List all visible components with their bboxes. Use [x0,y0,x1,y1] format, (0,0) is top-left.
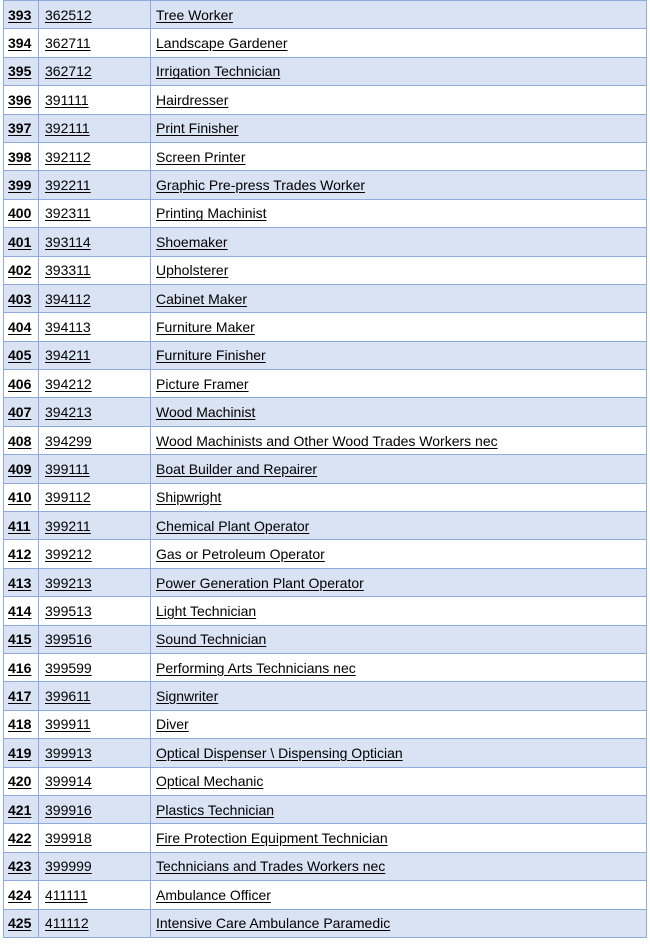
row-number-cell [4,29,39,57]
occupation-table [3,0,647,938]
table-row [4,341,647,369]
table-row [4,710,647,738]
occupation-title-cell [151,284,647,312]
row-number-link[interactable]: 399 [8,177,32,194]
row-number-link[interactable]: 410 [8,489,32,506]
row-number-link[interactable]: 400 [8,205,32,222]
row-number-cell [4,199,39,227]
occupation-title-link[interactable]: Power Generation Plant Operator [156,574,364,591]
row-number-cell [4,455,39,483]
row-number-cell [4,256,39,284]
row-number-link[interactable]: 397 [8,120,32,137]
occupation-code-link[interactable]: 399111 [45,460,90,477]
occupation-title-cell [151,909,647,937]
row-number-link[interactable]: 402 [8,262,32,279]
occupation-code-link[interactable]: 399112 [45,489,91,506]
occupation-title-link[interactable]: Boat Builder and Repairer [156,460,318,477]
row-number-cell [4,568,39,596]
row-number-link[interactable]: 407 [8,404,32,421]
occupation-title-link[interactable]: Furniture Finisher [156,347,266,364]
row-number-link[interactable]: 411 [8,517,31,534]
occupation-code-link[interactable]: 392112 [45,148,91,165]
row-number-link[interactable]: 405 [8,347,32,364]
row-number-link[interactable]: 420 [8,773,32,790]
occupation-title-cell [151,824,647,852]
occupation-code-cell [39,1,151,29]
row-number-link[interactable]: 421 [8,801,32,818]
table-row [4,767,647,795]
occupation-code-cell [39,739,151,767]
row-number-link[interactable]: 419 [8,744,32,761]
occupation-code-link[interactable]: 392311 [45,205,91,222]
occupation-title-link[interactable]: Tree Worker [156,6,234,23]
occupation-title-cell [151,540,647,568]
occupation-title-cell [151,483,647,511]
occupation-title-cell [151,625,647,653]
row-number-cell [4,795,39,823]
occupation-title-link[interactable]: Fire Protection Equipment Technician [156,830,388,847]
row-number-cell [4,171,39,199]
row-number-cell [4,682,39,710]
row-number-link[interactable]: 418 [8,716,32,733]
occupation-title-cell [151,171,647,199]
row-number-link[interactable]: 401 [8,233,32,250]
occupation-code-cell [39,568,151,596]
row-number-link[interactable]: 423 [8,858,32,875]
table-row [4,57,647,85]
occupation-code-cell [39,370,151,398]
occupation-code-link[interactable]: 399516 [45,631,92,648]
occupation-title-cell [151,767,647,795]
table-row [4,597,647,625]
table-row [4,739,647,767]
occupation-code-link[interactable]: 399999 [45,858,92,875]
row-number-link[interactable]: 416 [8,659,32,676]
occupation-title-link[interactable]: Print Finisher [156,120,239,137]
occupation-title-cell [151,29,647,57]
table-row [4,682,647,710]
occupation-code-link[interactable]: 411111 [45,886,88,903]
row-number-cell [4,142,39,170]
occupation-title-link[interactable]: Performing Arts Technicians nec [156,659,356,676]
occupation-title-cell [151,341,647,369]
occupation-title-cell [151,653,647,681]
occupation-title-link[interactable]: Cabinet Maker [156,290,248,307]
occupation-code-cell [39,881,151,909]
row-number-cell [4,313,39,341]
occupation-code-link[interactable]: 399213 [45,574,92,591]
occupation-code-cell [39,199,151,227]
occupation-table-container [3,0,647,938]
row-number-link[interactable]: 406 [8,375,32,392]
table-row [4,86,647,114]
row-number-link[interactable]: 409 [8,460,32,477]
occupation-title-cell [151,228,647,256]
row-number-cell [4,824,39,852]
occupation-code-cell [39,341,151,369]
row-number-cell [4,228,39,256]
row-number-cell [4,739,39,767]
occupation-title-link[interactable]: Shipwright [156,489,222,506]
occupation-code-link[interactable]: 399513 [45,602,92,619]
table-row [4,398,647,426]
occupation-title-cell [151,710,647,738]
occupation-title-cell [151,597,647,625]
occupation-title-cell [151,1,647,29]
occupation-title-link[interactable]: Wood Machinists and Other Wood Trades Workers nec [156,432,498,449]
occupation-code-link[interactable]: 394113 [45,318,91,335]
occupation-title-link[interactable]: Irrigation Technician [156,63,281,80]
occupation-code-cell [39,852,151,880]
occupation-code-link[interactable]: 399911 [45,716,91,733]
occupation-code-link[interactable]: 362711 [45,35,91,52]
occupation-title-cell [151,852,647,880]
row-number-cell [4,86,39,114]
row-number-link[interactable]: 424 [8,886,32,903]
row-number-cell [4,710,39,738]
occupation-title-link[interactable]: Gas or Petroleum Operator [156,546,325,563]
occupation-title-cell [151,114,647,142]
occupation-code-link[interactable]: 393311 [45,262,91,279]
occupation-table-body [4,1,647,938]
row-number-link[interactable]: 417 [8,688,32,705]
table-row [4,199,647,227]
occupation-code-cell [39,228,151,256]
occupation-title-cell [151,682,647,710]
occupation-title-cell [151,426,647,454]
row-number-cell [4,540,39,568]
occupation-code-link[interactable]: 362512 [45,6,92,23]
row-number-cell [4,57,39,85]
table-row [4,455,647,483]
occupation-title-cell [151,398,647,426]
occupation-code-cell [39,114,151,142]
occupation-title-link[interactable]: Shoemaker [156,233,228,250]
row-number-cell [4,284,39,312]
occupation-code-link[interactable]: 394112 [45,290,91,307]
occupation-title-link[interactable]: Intensive Care Ambulance Paramedic [156,915,391,932]
occupation-title-link[interactable]: Diver [156,716,189,733]
occupation-code-link[interactable]: 391111 [45,91,89,108]
occupation-title-cell [151,256,647,284]
occupation-title-link[interactable]: Plastics Technician [156,801,275,818]
occupation-code-link[interactable]: 394213 [45,404,92,421]
table-row [4,313,647,341]
table-row [4,852,647,880]
table-row [4,483,647,511]
occupation-code-link[interactable]: 394212 [45,375,92,392]
row-number-link[interactable]: 414 [8,602,32,619]
table-row [4,881,647,909]
row-number-cell [4,1,39,29]
table-row [4,29,647,57]
row-number-cell [4,114,39,142]
occupation-code-cell [39,398,151,426]
occupation-code-cell [39,597,151,625]
row-number-link[interactable]: 408 [8,432,32,449]
table-row [4,795,647,823]
row-number-cell [4,767,39,795]
occupation-title-cell [151,313,647,341]
table-row [4,540,647,568]
occupation-title-link[interactable]: Optical Mechanic [156,773,264,790]
occupation-title-cell [151,512,647,540]
occupation-code-cell [39,455,151,483]
row-number-cell [4,398,39,426]
occupation-code-cell [39,540,151,568]
occupation-code-cell [39,625,151,653]
occupation-code-cell [39,86,151,114]
row-number-link[interactable]: 422 [8,830,32,847]
occupation-code-cell [39,57,151,85]
occupation-title-link[interactable]: Chemical Plant Operator [156,517,310,534]
table-row [4,142,647,170]
occupation-code-cell [39,29,151,57]
table-row [4,824,647,852]
occupation-title-link[interactable]: Graphic Pre-press Trades Worker [156,177,366,194]
occupation-code-link[interactable]: 394211 [45,347,91,364]
occupation-code-cell [39,426,151,454]
row-number-link[interactable]: 394 [8,35,32,52]
occupation-code-link[interactable]: 399918 [45,830,92,847]
occupation-title-cell [151,455,647,483]
occupation-code-cell [39,682,151,710]
occupation-code-cell [39,142,151,170]
occupation-title-link[interactable]: Light Technician [156,602,257,619]
occupation-code-link[interactable]: 393114 [45,233,91,250]
occupation-code-cell [39,767,151,795]
occupation-title-link[interactable]: Optical Dispenser \ Dispensing Optician [156,744,403,761]
occupation-code-link[interactable]: 399913 [45,744,92,761]
occupation-code-cell [39,256,151,284]
occupation-title-link[interactable]: Sound Technician [156,631,267,648]
occupation-title-link[interactable]: Technicians and Trades Workers nec [156,858,386,875]
table-row [4,284,647,312]
table-row [4,114,647,142]
row-number-cell [4,370,39,398]
row-number-link[interactable]: 395 [8,63,32,80]
occupation-title-link[interactable]: Landscape Gardener [156,35,288,52]
table-row [4,653,647,681]
occupation-code-cell [39,710,151,738]
table-row [4,370,647,398]
table-row [4,228,647,256]
table-row [4,568,647,596]
occupation-title-cell [151,199,647,227]
row-number-link[interactable]: 415 [8,631,32,648]
occupation-code-link[interactable]: 399914 [45,773,92,790]
occupation-code-link[interactable]: 411112 [45,915,89,932]
occupation-code-cell [39,313,151,341]
row-number-link[interactable]: 425 [8,915,32,932]
table-row [4,909,647,937]
occupation-title-cell [151,795,647,823]
occupation-title-cell [151,568,647,596]
row-number-cell [4,625,39,653]
row-number-link[interactable]: 404 [8,318,32,335]
row-number-link[interactable]: 398 [8,148,32,165]
occupation-title-link[interactable]: Printing Machinist [156,205,267,222]
occupation-title-cell [151,86,647,114]
occupation-title-cell [151,739,647,767]
row-number-cell [4,852,39,880]
row-number-cell [4,881,39,909]
occupation-code-link[interactable]: 399212 [45,546,92,563]
occupation-code-cell [39,483,151,511]
row-number-cell [4,512,39,540]
occupation-code-cell [39,824,151,852]
occupation-code-link[interactable]: 394299 [45,432,92,449]
occupation-code-cell [39,795,151,823]
row-number-link[interactable]: 412 [8,546,32,563]
row-number-link[interactable]: 393 [8,6,32,23]
row-number-cell [4,653,39,681]
occupation-title-cell [151,142,647,170]
row-number-link[interactable]: 413 [8,574,32,591]
row-number-cell [4,909,39,937]
occupation-title-cell [151,370,647,398]
occupation-code-link[interactable]: 399916 [45,801,92,818]
occupation-code-link[interactable]: 392111 [45,120,90,137]
occupation-title-link[interactable]: Ambulance Officer [156,886,271,903]
occupation-title-link[interactable]: Wood Machinist [156,404,256,421]
occupation-title-link[interactable]: Picture Framer [156,375,249,392]
occupation-title-link[interactable]: Signwriter [156,688,219,705]
table-row [4,256,647,284]
occupation-code-link[interactable]: 362712 [45,63,92,80]
occupation-code-cell [39,909,151,937]
row-number-cell [4,597,39,625]
table-row [4,171,647,199]
occupation-code-link[interactable]: 399611 [45,688,91,705]
occupation-title-link[interactable]: Furniture Maker [156,318,255,335]
table-row [4,1,647,29]
row-number-link[interactable]: 403 [8,290,32,307]
table-row [4,426,647,454]
occupation-code-link[interactable]: 399599 [45,659,92,676]
occupation-code-cell [39,171,151,199]
occupation-code-cell [39,284,151,312]
occupation-title-cell [151,881,647,909]
row-number-cell [4,483,39,511]
occupation-title-cell [151,57,647,85]
occupation-code-cell [39,512,151,540]
row-number-cell [4,341,39,369]
occupation-code-link[interactable]: 399211 [45,517,91,534]
occupation-title-link[interactable]: Upholsterer [156,262,229,279]
row-number-cell [4,426,39,454]
occupation-title-link[interactable]: Screen Printer [156,148,246,165]
table-row [4,512,647,540]
table-row [4,625,647,653]
row-number-link[interactable]: 396 [8,91,32,108]
occupation-code-cell [39,653,151,681]
occupation-title-link[interactable]: Hairdresser [156,91,229,108]
occupation-code-link[interactable]: 392211 [45,177,91,194]
